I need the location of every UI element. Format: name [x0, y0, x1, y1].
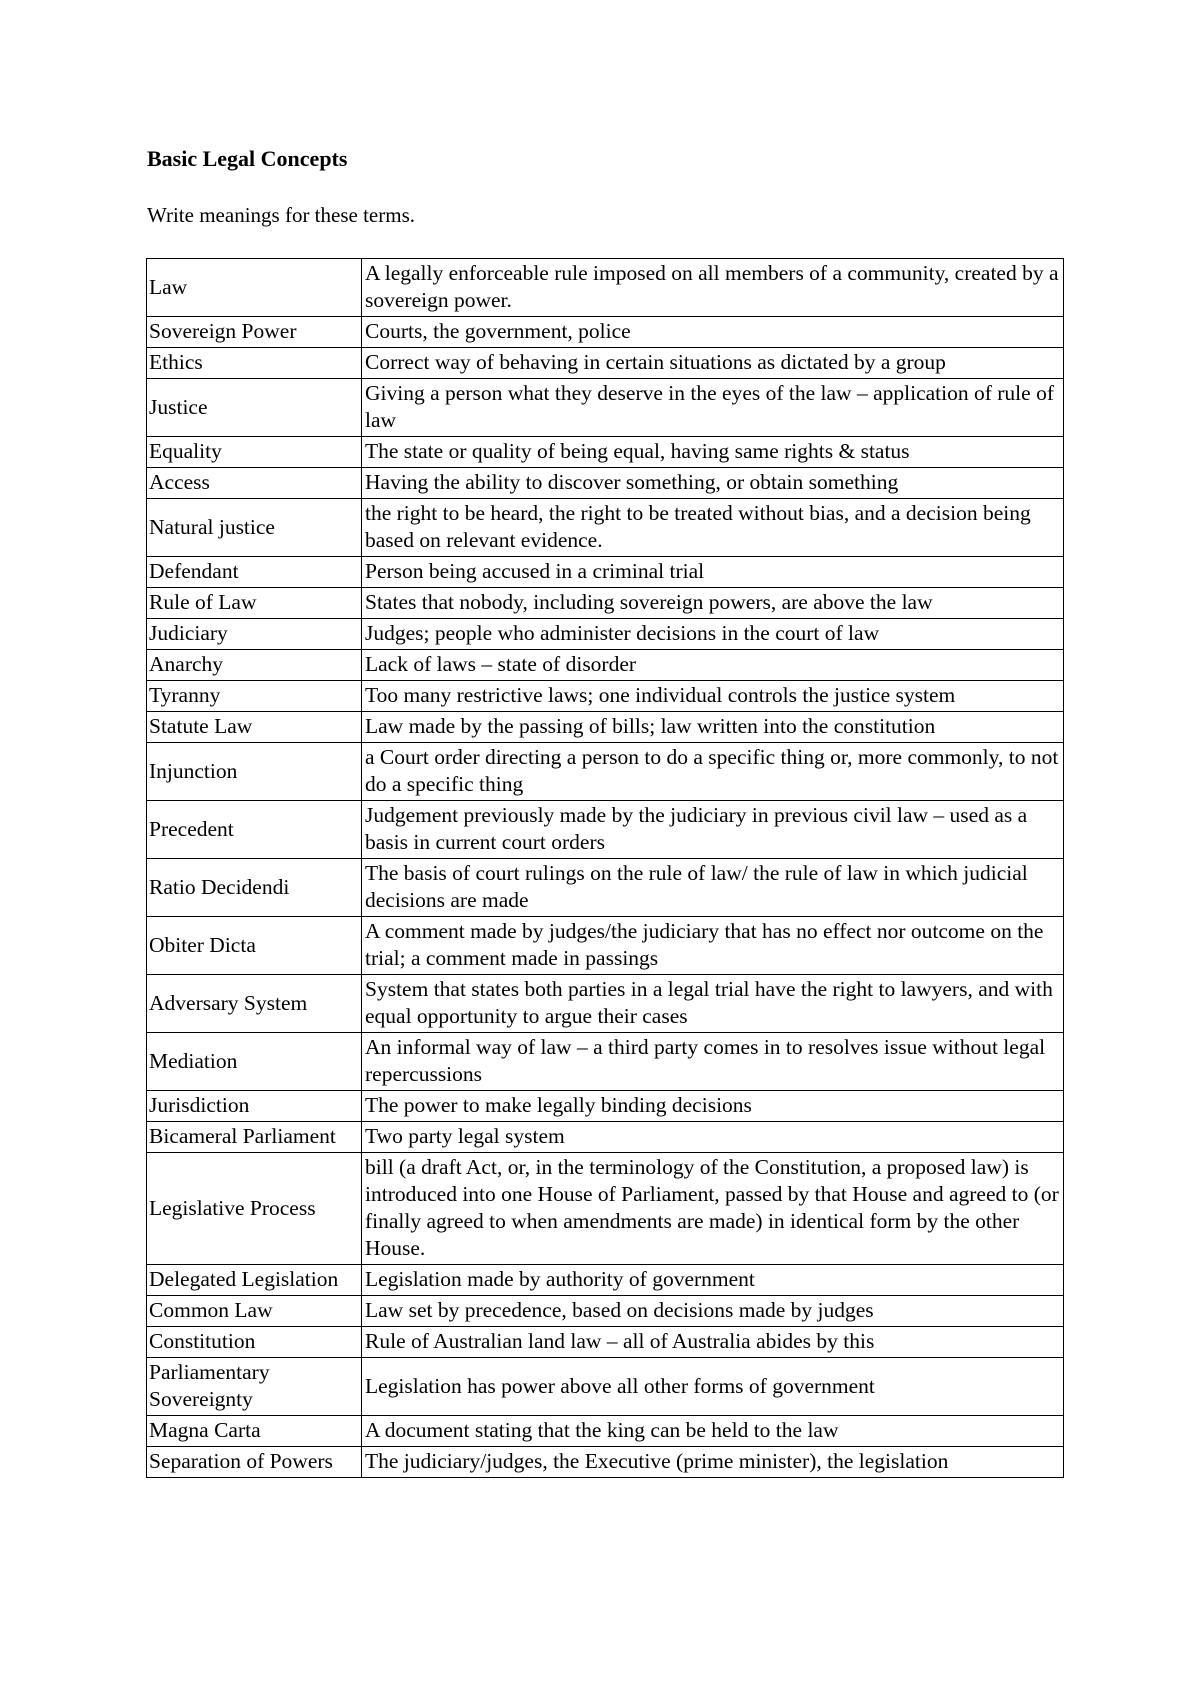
- term-cell: Obiter Dicta: [147, 917, 362, 975]
- table-row: [147, 437, 1064, 468]
- definition-cell: Judgement previously made by the judiciary in previous civil law – used as a basis in current court orders: [362, 801, 1064, 859]
- table-row: [147, 650, 1064, 681]
- term-cell: Defendant: [147, 557, 362, 588]
- term-cell: Precedent: [147, 801, 362, 859]
- term-cell: Jurisdiction: [147, 1091, 362, 1122]
- definition-cell: States that nobody, including sovereign powers, are above the law: [362, 588, 1064, 619]
- table-row: [147, 1091, 1064, 1122]
- table-row: [147, 499, 1064, 557]
- term-cell: Magna Carta: [147, 1416, 362, 1447]
- table-row: [147, 468, 1064, 499]
- table-row: [147, 259, 1064, 317]
- table-row: [147, 801, 1064, 859]
- term-cell: Injunction: [147, 743, 362, 801]
- table-row: [147, 1416, 1064, 1447]
- term-cell: Common Law: [147, 1296, 362, 1327]
- definition-cell: Lack of laws – state of disorder: [362, 650, 1064, 681]
- table-row: [147, 859, 1064, 917]
- term-cell: Parliamentary Sovereignty: [147, 1358, 362, 1416]
- term-cell: Law: [147, 259, 362, 317]
- definition-cell: A comment made by judges/the judiciary that has no effect nor outcome on the trial; a comment made in passings: [362, 917, 1064, 975]
- definition-cell: bill (a draft Act, or, in the terminology of the Constitution, a proposed law) is introduced into one House of Parliament, passed by that House and agreed to (or finally agreed to when amendments are made) in identical form by the other House.: [362, 1153, 1064, 1265]
- definition-cell: the right to be heard, the right to be treated without bias, and a decision being based on relevant evidence.: [362, 499, 1064, 557]
- table-row: [147, 681, 1064, 712]
- term-cell: Adversary System: [147, 975, 362, 1033]
- table-row: [147, 1447, 1064, 1478]
- definition-cell: Judges; people who administer decisions in the court of law: [362, 619, 1064, 650]
- definition-cell: A document stating that the king can be held to the law: [362, 1416, 1064, 1447]
- instruction-text: Write meanings for these terms.: [147, 203, 415, 227]
- table-row: [147, 379, 1064, 437]
- table-row: [147, 1153, 1064, 1265]
- definition-cell: Law made by the passing of bills; law written into the constitution: [362, 712, 1064, 743]
- definition-cell: The basis of court rulings on the rule of law/ the rule of law in which judicial decisions are made: [362, 859, 1064, 917]
- table-row: [147, 975, 1064, 1033]
- definition-cell: Law set by precedence, based on decisions made by judges: [362, 1296, 1064, 1327]
- definition-cell: Person being accused in a criminal trial: [362, 557, 1064, 588]
- term-cell: Equality: [147, 437, 362, 468]
- term-cell: Constitution: [147, 1327, 362, 1358]
- table-row: [147, 1033, 1064, 1091]
- table-row: [147, 1358, 1064, 1416]
- term-cell: Statute Law: [147, 712, 362, 743]
- table-row: [147, 712, 1064, 743]
- term-cell: Justice: [147, 379, 362, 437]
- table-row: [147, 1265, 1064, 1296]
- term-cell: Mediation: [147, 1033, 362, 1091]
- definition-cell: System that states both parties in a legal trial have the right to lawyers, and with equal opportunity to argue their cases: [362, 975, 1064, 1033]
- table-row: [147, 743, 1064, 801]
- definition-cell: The power to make legally binding decisions: [362, 1091, 1064, 1122]
- definition-cell: Giving a person what they deserve in the eyes of the law – application of rule of law: [362, 379, 1064, 437]
- definition-cell: Too many restrictive laws; one individual controls the justice system: [362, 681, 1064, 712]
- table-row: [147, 1296, 1064, 1327]
- term-cell: Tyranny: [147, 681, 362, 712]
- table-row: [147, 317, 1064, 348]
- table-row: [147, 557, 1064, 588]
- term-cell: Judiciary: [147, 619, 362, 650]
- definition-cell: The judiciary/judges, the Executive (prime minister), the legislation: [362, 1447, 1064, 1478]
- term-cell: Delegated Legislation: [147, 1265, 362, 1296]
- document-title: Basic Legal Concepts: [147, 146, 348, 171]
- term-cell: Separation of Powers: [147, 1447, 362, 1478]
- term-cell: Rule of Law: [147, 588, 362, 619]
- term-cell: Ethics: [147, 348, 362, 379]
- term-cell: Sovereign Power: [147, 317, 362, 348]
- term-cell: Bicameral Parliament: [147, 1122, 362, 1153]
- definition-cell: Having the ability to discover something, or obtain something: [362, 468, 1064, 499]
- table-row: [147, 1122, 1064, 1153]
- definition-cell: The state or quality of being equal, having same rights & status: [362, 437, 1064, 468]
- definition-cell: Legislation made by authority of government: [362, 1265, 1064, 1296]
- definition-cell: Two party legal system: [362, 1122, 1064, 1153]
- term-cell: Natural justice: [147, 499, 362, 557]
- term-cell: Anarchy: [147, 650, 362, 681]
- term-cell: Legislative Process: [147, 1153, 362, 1265]
- definition-cell: a Court order directing a person to do a specific thing or, more commonly, to not do a specific thing: [362, 743, 1064, 801]
- terms-table-body: [147, 259, 1064, 1478]
- definition-cell: Legislation has power above all other forms of government: [362, 1358, 1064, 1416]
- definition-cell: Courts, the government, police: [362, 317, 1064, 348]
- definition-cell: Rule of Australian land law – all of Australia abides by this: [362, 1327, 1064, 1358]
- definition-cell: Correct way of behaving in certain situations as dictated by a group: [362, 348, 1064, 379]
- table-row: [147, 1327, 1064, 1358]
- definition-cell: An informal way of law – a third party comes in to resolves issue without legal repercussions: [362, 1033, 1064, 1091]
- terms-table: [146, 258, 1064, 1478]
- table-row: [147, 588, 1064, 619]
- definition-cell: A legally enforceable rule imposed on all members of a community, created by a sovereign power.: [362, 259, 1064, 317]
- term-cell: Ratio Decidendi: [147, 859, 362, 917]
- table-row: [147, 619, 1064, 650]
- table-row: [147, 348, 1064, 379]
- table-row: [147, 917, 1064, 975]
- term-cell: Access: [147, 468, 362, 499]
